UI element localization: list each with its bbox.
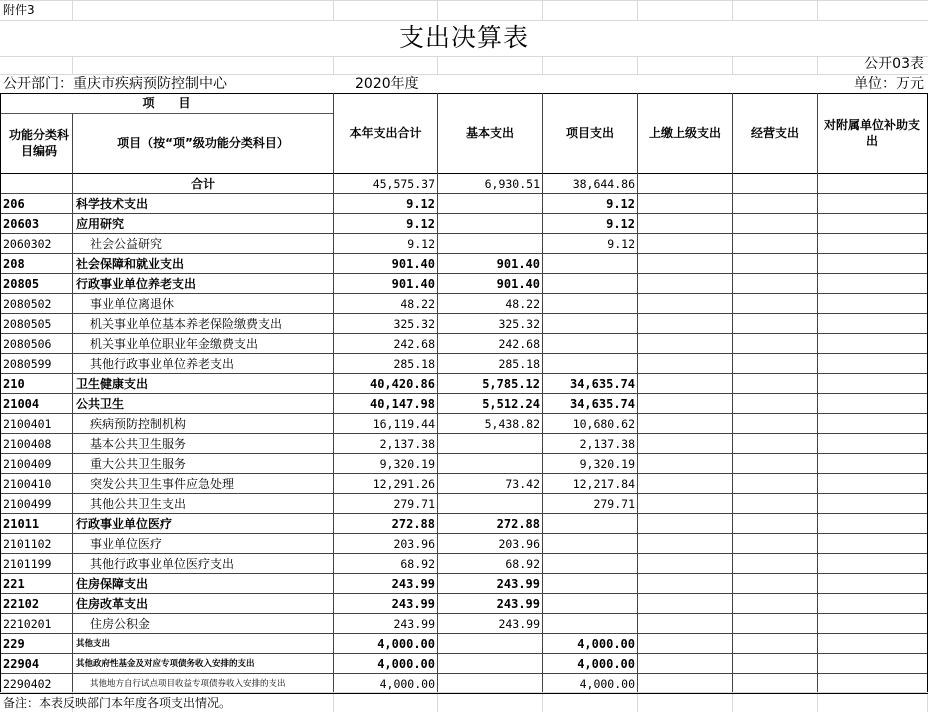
cell-project bbox=[544, 614, 635, 634]
cell-basic: 68.92 bbox=[505, 557, 540, 571]
cell-total: 901.40 bbox=[391, 277, 435, 291]
cell-total: 279.71 bbox=[393, 497, 435, 511]
header-total: 本年支出合计 bbox=[349, 126, 422, 140]
cell-basic: 243.99 bbox=[498, 617, 540, 631]
cell-basic: 6,930.51 bbox=[484, 177, 540, 191]
cell-name: 合计 bbox=[190, 177, 215, 191]
table-row bbox=[0, 594, 928, 614]
cell-code: 2101199 bbox=[3, 557, 52, 571]
grid-line bbox=[732, 0, 733, 20]
grid-line bbox=[817, 0, 818, 20]
cell-code bbox=[3, 174, 71, 194]
header-operation: 经营支出 bbox=[750, 126, 799, 140]
cell-project: 279.71 bbox=[593, 497, 635, 511]
table-row bbox=[0, 274, 928, 294]
grid-line bbox=[542, 692, 543, 712]
cell-name: 基本公共卫生服务 bbox=[90, 437, 187, 451]
table-row bbox=[0, 534, 928, 554]
grid-line bbox=[542, 56, 543, 74]
unit-label: 单位：万元 bbox=[854, 76, 924, 92]
cell-total: 45,575.37 bbox=[372, 177, 435, 191]
cell-basic: 5,438.82 bbox=[484, 417, 540, 431]
table-row bbox=[0, 194, 928, 214]
grid-line bbox=[333, 0, 334, 20]
cell-basic bbox=[439, 494, 540, 514]
cell-code: 229 bbox=[3, 637, 25, 651]
cell-code: 208 bbox=[3, 257, 25, 271]
cell-basic: 325.32 bbox=[498, 317, 540, 331]
table-row bbox=[0, 294, 928, 314]
cell-name: 社会公益研究 bbox=[90, 237, 163, 251]
year-label: 2020年度 bbox=[355, 76, 419, 92]
cell-name: 疾病预防控制机构 bbox=[90, 417, 187, 431]
cell-name: 其他政府性基金及对应专项债务收入安排的支出 bbox=[76, 659, 255, 669]
cell-total: 9,320.19 bbox=[379, 457, 435, 471]
cell-code: 21004 bbox=[3, 397, 40, 411]
cell-project bbox=[544, 514, 635, 534]
cell-total: 40,147.98 bbox=[369, 397, 435, 411]
cell-basic: 203.96 bbox=[498, 537, 540, 551]
table-row bbox=[0, 494, 928, 514]
table-row bbox=[0, 234, 928, 254]
cell-project bbox=[544, 314, 635, 334]
cell-code: 2060302 bbox=[3, 237, 52, 251]
grid-line bbox=[637, 692, 638, 712]
cell-project: 4,000.00 bbox=[579, 677, 635, 691]
cell-total: 40,420.86 bbox=[369, 377, 435, 391]
cell-project bbox=[544, 594, 635, 614]
cell-code: 22904 bbox=[3, 657, 40, 671]
cell-project: 34,635.74 bbox=[569, 377, 635, 391]
cell-code: 2080502 bbox=[3, 297, 52, 311]
cell-basic: 73.42 bbox=[505, 477, 540, 491]
grid-line bbox=[72, 0, 73, 20]
cell-name: 机关事业单位基本养老保险缴费支出 bbox=[90, 317, 283, 331]
cell-basic: 272.88 bbox=[496, 517, 540, 531]
cell-total: 243.99 bbox=[393, 617, 435, 631]
table-row bbox=[0, 434, 928, 454]
table-row bbox=[0, 174, 928, 194]
cell-name: 事业单位离退休 bbox=[90, 297, 175, 311]
table-row bbox=[0, 554, 928, 574]
cell-code: 2101102 bbox=[3, 537, 52, 551]
cell-total: 16,119.44 bbox=[372, 417, 435, 431]
cell-basic: 5,512.24 bbox=[482, 397, 540, 411]
cell-name: 其他行政事业单位养老支出 bbox=[90, 357, 235, 371]
cell-total: 68.92 bbox=[400, 557, 435, 571]
table-row bbox=[0, 614, 928, 634]
cell-total: 9.12 bbox=[407, 237, 435, 251]
cell-code: 2100410 bbox=[3, 477, 52, 491]
cell-total: 203.96 bbox=[393, 537, 435, 551]
grid-line bbox=[333, 56, 334, 74]
cell-total: 901.40 bbox=[391, 257, 435, 271]
table-row bbox=[0, 674, 928, 694]
attachment-label: 附件3 bbox=[3, 3, 35, 17]
cell-name: 应用研究 bbox=[76, 217, 125, 231]
cell-name: 行政事业单位医疗 bbox=[76, 517, 173, 531]
cell-total: 2,137.38 bbox=[379, 437, 435, 451]
cell-code: 2210201 bbox=[3, 617, 52, 631]
grid-line bbox=[817, 56, 818, 74]
cell-basic: 243.99 bbox=[496, 577, 540, 591]
grid-line bbox=[0, 0, 928, 1]
cell-code: 2290402 bbox=[3, 677, 52, 691]
cell-code: 20805 bbox=[3, 277, 40, 291]
cell-project: 4,000.00 bbox=[577, 637, 635, 651]
header-basic: 基本支出 bbox=[465, 126, 514, 140]
cell-code: 210 bbox=[3, 377, 25, 391]
cell-project bbox=[544, 554, 635, 574]
cell-total: 243.99 bbox=[391, 597, 435, 611]
cell-total: 4,000.00 bbox=[379, 677, 435, 691]
cell-total: 4,000.00 bbox=[377, 657, 435, 671]
table-row bbox=[0, 454, 928, 474]
cell-project: 9.12 bbox=[606, 217, 635, 231]
cell-name: 其他公共卫生支出 bbox=[90, 497, 187, 511]
cell-project bbox=[544, 334, 635, 354]
cell-project: 38,644.86 bbox=[572, 177, 635, 191]
cell-basic bbox=[439, 654, 540, 674]
cell-code: 221 bbox=[3, 577, 25, 591]
cell-basic: 901.40 bbox=[496, 277, 540, 291]
cell-name: 机关事业单位职业年金缴费支出 bbox=[90, 337, 259, 351]
cell-total: 243.99 bbox=[391, 577, 435, 591]
cell-code: 21011 bbox=[3, 517, 40, 531]
header-upper: 上缴上级支出 bbox=[648, 126, 721, 140]
cell-name: 公共卫生 bbox=[76, 397, 125, 411]
table-row bbox=[0, 254, 928, 274]
cell-project: 34,635.74 bbox=[569, 397, 635, 411]
table-number: 公开03表 bbox=[864, 56, 924, 72]
table-row bbox=[0, 574, 928, 594]
cell-total: 325.32 bbox=[393, 317, 435, 331]
cell-basic: 242.68 bbox=[498, 337, 540, 351]
table-row bbox=[0, 214, 928, 234]
table-row bbox=[0, 474, 928, 494]
cell-name: 其他地方自行试点项目收益专项债券收入安排的支出 bbox=[90, 679, 286, 689]
cell-basic: 5,785.12 bbox=[482, 377, 540, 391]
cell-project: 9,320.19 bbox=[579, 457, 635, 471]
grid-line bbox=[817, 692, 818, 712]
cell-project: 4,000.00 bbox=[577, 657, 635, 671]
cell-code: 22102 bbox=[3, 597, 40, 611]
header-code: 功能分类科目编码 bbox=[8, 128, 69, 158]
cell-total: 48.22 bbox=[400, 297, 435, 311]
cell-total: 12,291.26 bbox=[372, 477, 435, 491]
header-item: 项 目 bbox=[142, 96, 191, 110]
cell-total: 285.18 bbox=[393, 357, 435, 371]
cell-total: 9.12 bbox=[406, 217, 435, 231]
cell-name: 事业单位医疗 bbox=[90, 537, 163, 551]
cell-code: 2080599 bbox=[3, 357, 52, 371]
cell-total: 242.68 bbox=[393, 337, 435, 351]
cell-project bbox=[544, 574, 635, 594]
cell-basic bbox=[439, 674, 540, 694]
grid-line bbox=[72, 56, 73, 74]
table-row bbox=[0, 394, 928, 414]
cell-basic bbox=[439, 634, 540, 654]
cell-name: 社会保障和就业支出 bbox=[76, 257, 185, 271]
cell-code: 20603 bbox=[3, 217, 40, 231]
cell-basic bbox=[439, 194, 540, 214]
grid-line bbox=[437, 692, 438, 712]
footnote: 备注：本表反映部门本年度各项支出情况。 bbox=[3, 696, 232, 710]
cell-basic: 901.40 bbox=[496, 257, 540, 271]
cell-name: 住房公积金 bbox=[90, 617, 151, 631]
grid-line bbox=[437, 0, 438, 20]
cell-name: 突发公共卫生事件应急处理 bbox=[90, 477, 235, 491]
cell-project: 2,137.38 bbox=[579, 437, 635, 451]
grid-line bbox=[437, 56, 438, 74]
cell-name: 卫生健康支出 bbox=[76, 377, 149, 391]
cell-basic bbox=[439, 214, 540, 234]
cell-total: 4,000.00 bbox=[377, 637, 435, 651]
table-row bbox=[0, 374, 928, 394]
table-row bbox=[0, 354, 928, 374]
cell-basic: 243.99 bbox=[496, 597, 540, 611]
grid-line bbox=[0, 56, 928, 57]
cell-project bbox=[544, 354, 635, 374]
cell-name: 科学技术支出 bbox=[76, 197, 149, 211]
cell-basic bbox=[439, 234, 540, 254]
grid-line bbox=[637, 0, 638, 20]
cell-name: 其他行政事业单位医疗支出 bbox=[90, 557, 235, 571]
cell-name: 重大公共卫生服务 bbox=[90, 457, 187, 471]
grid-line bbox=[637, 56, 638, 74]
cell-name: 行政事业单位养老支出 bbox=[76, 277, 197, 291]
cell-name: 其他支出 bbox=[76, 639, 111, 649]
cell-code: 2080505 bbox=[3, 317, 52, 331]
cell-code: 2100409 bbox=[3, 457, 52, 471]
cell-project: 10,680.62 bbox=[572, 417, 635, 431]
cell-total: 272.88 bbox=[391, 517, 435, 531]
cell-code: 2100401 bbox=[3, 417, 52, 431]
department-label: 公开部门：重庆市疾病预防控制中心 bbox=[3, 76, 227, 92]
cell-code: 2080506 bbox=[3, 337, 52, 351]
cell-basic bbox=[439, 454, 540, 474]
grid-line bbox=[732, 692, 733, 712]
page-title: 支出决算表 bbox=[398, 23, 529, 52]
cell-total: 9.12 bbox=[406, 197, 435, 211]
cell-project bbox=[544, 254, 635, 274]
cell-name: 住房保障支出 bbox=[76, 577, 149, 591]
cell-basic bbox=[439, 434, 540, 454]
table-row bbox=[0, 314, 928, 334]
grid-line bbox=[732, 56, 733, 74]
cell-project: 9.12 bbox=[607, 237, 635, 251]
cell-basic: 285.18 bbox=[498, 357, 540, 371]
table-row bbox=[0, 654, 928, 674]
cell-basic: 48.22 bbox=[505, 297, 540, 311]
table-row bbox=[0, 334, 928, 354]
grid-line bbox=[542, 0, 543, 20]
cell-code: 2100408 bbox=[3, 437, 52, 451]
cell-project bbox=[544, 534, 635, 554]
cell-project: 9.12 bbox=[606, 197, 635, 211]
cell-project: 12,217.84 bbox=[572, 477, 635, 491]
header-name: 项目（按“项”级功能分类科目） bbox=[117, 136, 289, 150]
table-row bbox=[0, 414, 928, 434]
header-project: 项目支出 bbox=[565, 126, 614, 140]
cell-code: 2100499 bbox=[3, 497, 52, 511]
table-row bbox=[0, 634, 928, 654]
cell-name: 住房改革支出 bbox=[76, 597, 149, 611]
cell-code: 206 bbox=[3, 197, 25, 211]
table-row bbox=[0, 514, 928, 534]
cell-project bbox=[544, 274, 635, 294]
grid-line bbox=[333, 692, 334, 712]
header-subsidy: 对附属单位补助支出 bbox=[824, 118, 921, 148]
cell-project bbox=[544, 294, 635, 314]
